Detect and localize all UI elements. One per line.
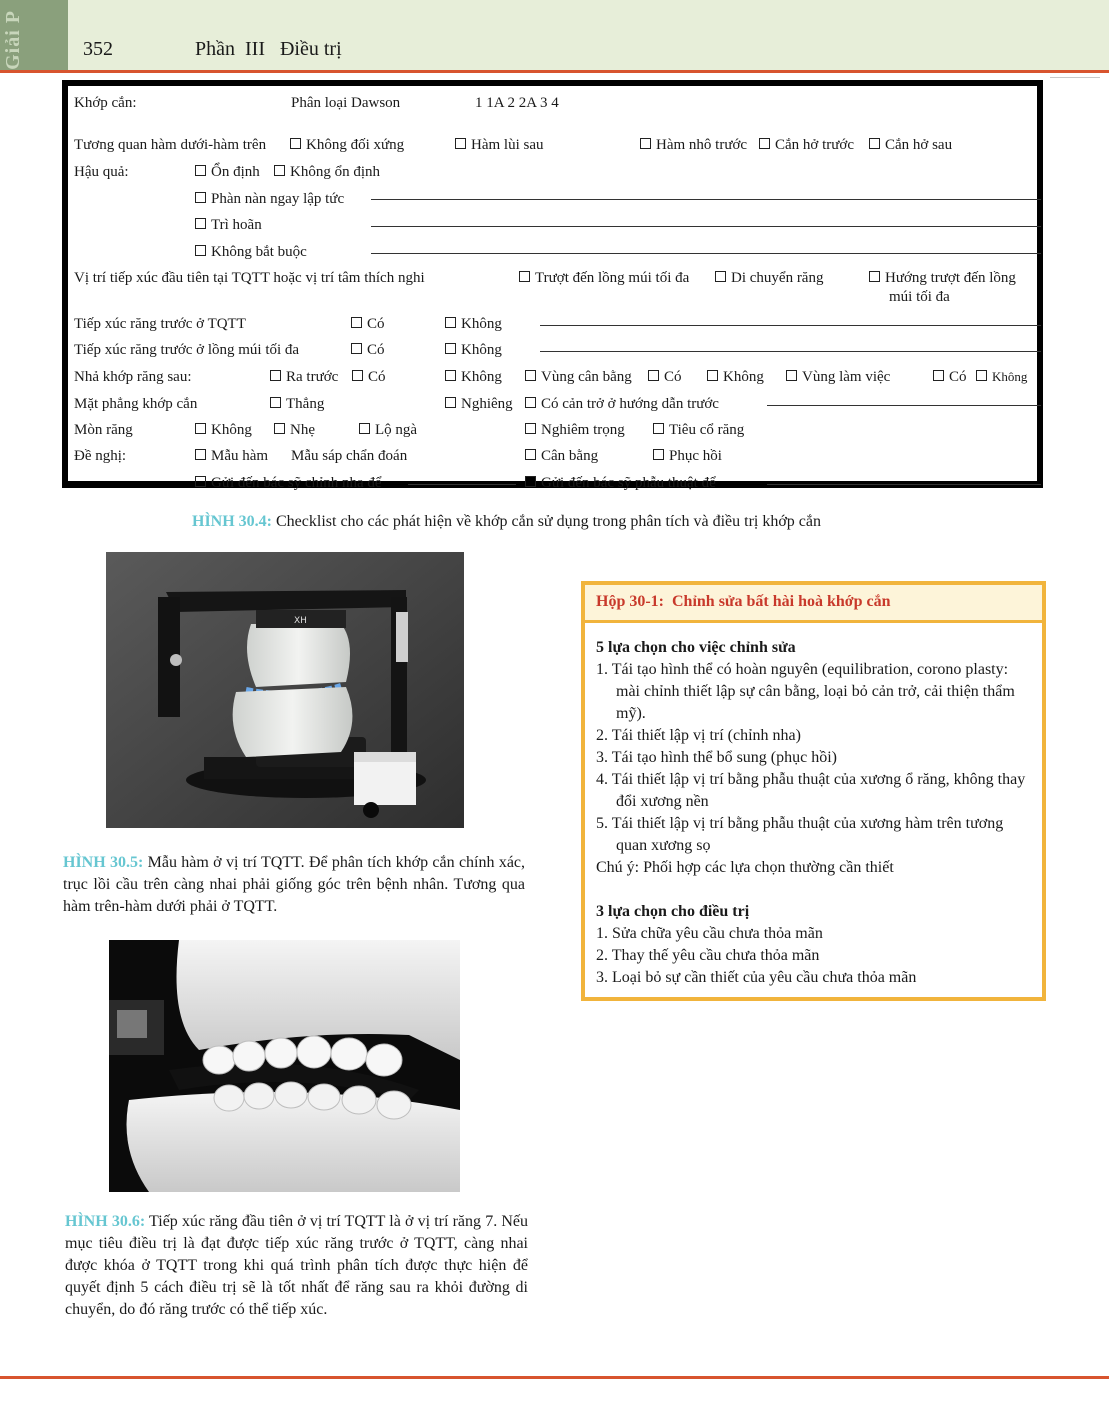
checkbox-equilibration[interactable]: Cân bằng (525, 447, 598, 465)
dawson-classes: 1 1A 2 2A 3 4 (475, 95, 559, 111)
box-title: Hộp 30-1: Chỉnh sửa bất hài hoà khớp cắn (596, 593, 891, 610)
figure-label: HÌNH 30.4: (192, 513, 272, 530)
first-contact-label: Vị trí tiếp xúc đầu tiên tại TQTT hoặc vị trí tâm thích nghi (74, 270, 425, 286)
checkbox-balancing-yes[interactable]: Có (648, 368, 682, 386)
fill-line[interactable] (371, 226, 1041, 227)
checkbox-protrusive[interactable]: Ra trước (270, 368, 338, 386)
checkbox-slide-to-mip[interactable]: Trượt đến lồng múi tối đa (519, 269, 689, 287)
checkbox-restoration[interactable]: Phục hồi (653, 447, 722, 465)
fill-line[interactable] (540, 325, 1041, 326)
fill-line[interactable] (371, 199, 1041, 200)
fill-line[interactable] (767, 405, 1041, 406)
dental-cast-photo (109, 940, 460, 1192)
checkbox-protrusive-yes[interactable]: Có (352, 368, 386, 386)
checkbox-delayed[interactable]: Trì hoãn (195, 216, 262, 234)
checkbox-anterior-mip-no[interactable]: Không (445, 341, 502, 359)
list-item: 1. Sửa chữa yêu cầu chưa thỏa mãn (596, 925, 823, 942)
figure-30-4-caption (192, 513, 821, 531)
figure-label: HÌNH 30.5: (63, 854, 144, 871)
checkbox-stable[interactable]: Ổn định (195, 163, 260, 181)
list-item: 3. Tái tạo hình thể bổ sung (phục hồi) (596, 749, 837, 766)
checkbox-abfraction[interactable]: Tiêu cổ răng (653, 421, 744, 439)
figure-caption-text: Tiếp xúc răng đầu tiên ở vị trí TQTT là ở vị trí răng 7. Nếu mục tiêu điều trị là đạt được tiếp xúc răng trước ở TQTT, càng nhai được khóa ở TQTT trong khi quá trình phân tích được thực hiện để quyết định 5 cách điều trị sẽ là tốt nhất để răng sau ra khỏi đường di chuyển, do đó răng trước có thể tiếp xúc. (65, 1213, 529, 1318)
occlusal-plane-label: Mặt phẳng khớp cắn (74, 396, 198, 412)
checkbox-anterior-guidance-interference[interactable]: Có cản trở ở hướng dẫn trước (525, 395, 719, 413)
checkbox-balancing-side[interactable]: Vùng cân bằng (525, 368, 632, 386)
side-tab-text: Giải P (2, 10, 24, 70)
checkbox-refer-orthodontist[interactable]: Gửi đến bác sỹ chỉnh nha để (195, 474, 382, 492)
figure-30-5-caption (63, 852, 525, 918)
figure-caption-text: Checklist cho các phát hiện về khớp cắn sử dụng trong phân tích và điều trị khớp cắn (276, 513, 821, 530)
posterior-disclusion-label: Nhả khớp răng sau: (74, 369, 192, 385)
checkbox-immediate-complaint[interactable]: Phàn nàn ngay lập tức (195, 190, 344, 208)
list-item: 2. Thay thế yêu cầu chưa thỏa mãn (596, 947, 820, 964)
figure-caption-text: Mẫu hàm ở vị trí TQTT. Để phân tích khớp cắn chính xác, trục lồi cầu trên càng nhai phải giống góc trên bệnh nhân. Tương qua hàm trên-hàm dưới phải ở TQTT. (63, 854, 526, 915)
checkbox-balancing-no[interactable]: Không (707, 368, 764, 386)
footer-rule (0, 1376, 1109, 1379)
anterior-contact-cr-label: Tiếp xúc răng trước ở TQTT (74, 316, 246, 332)
checkbox-anterior-cr-yes[interactable]: Có (351, 315, 385, 333)
jaw-relation-label: Tương quan hàm dưới-hàm trên (74, 137, 267, 153)
checkbox-protrusive-no[interactable]: Không (445, 368, 502, 386)
fill-line[interactable] (371, 253, 1041, 254)
occlusion-label: Khớp cắn: (74, 95, 137, 111)
page-number: 352 (83, 38, 113, 60)
anterior-contact-mip-label: Tiếp xúc răng trước ở lồng múi tối đa (74, 342, 300, 358)
checkbox-anterior-mip-yes[interactable]: Có (351, 341, 385, 359)
diagnostic-waxup-text: Mẫu sáp chẩn đoán (291, 448, 408, 464)
checkbox-anterior-open-bite[interactable]: Cắn hở trước (759, 136, 854, 154)
checkbox-refer-surgeon[interactable]: Gửi đến bác sỹ phẫu thuật để (525, 474, 716, 492)
recommendation-label: Đề nghị: (74, 448, 127, 464)
header-rule (0, 70, 1109, 73)
occlusion-checklist (62, 80, 1043, 491)
list-item: 5. Tái thiết lập vị trí bằng phẫu thuật của xương hàm trên tương quan xương sọ (596, 815, 1004, 854)
tooth-wear-label: Mòn răng (74, 422, 133, 438)
checkbox-working-yes[interactable]: Có (933, 368, 967, 386)
box-body (596, 637, 1026, 989)
checkbox-anterior-cr-no[interactable]: Không (445, 315, 502, 333)
dawson-label: Phân loại Dawson (291, 95, 401, 111)
checkbox-flat[interactable]: Thẳng (270, 395, 324, 413)
checkbox-wear-none[interactable]: Không (195, 421, 252, 439)
checkbox-unstable[interactable]: Không ổn định (274, 163, 380, 181)
checkbox-dentin-exposed[interactable]: Lộ ngà (359, 421, 417, 439)
articulator-photo (106, 552, 464, 828)
box-heading-treatment: 3 lựa chọn cho điều trị (596, 903, 750, 920)
checkbox-inclined[interactable]: Nghiêng (445, 395, 513, 413)
header-thin-rule (1050, 77, 1100, 78)
checkbox-wear-severe[interactable]: Nghiêm trọng (525, 421, 625, 439)
figure-label: HÌNH 30.6: (65, 1213, 146, 1230)
checkbox-working-no[interactable]: Không (976, 368, 1027, 386)
list-item: 3. Loại bỏ sự cần thiết của yêu cầu chưa thỏa mãn (596, 969, 917, 986)
list-item: 2. Tái thiết lập vị trí (chỉnh nha) (596, 727, 801, 744)
header-band (0, 0, 1109, 70)
checkbox-slide-direction[interactable]: Hướng trượt đến lồng (869, 269, 1016, 287)
checkbox-retruded-jaw[interactable]: Hàm lùi sau (455, 136, 544, 154)
box-heading-correction: 5 lựa chọn cho việc chỉnh sửa (596, 639, 796, 656)
fill-line[interactable] (540, 351, 1041, 352)
checkbox-working-side[interactable]: Vùng làm việc (786, 368, 890, 386)
fill-line[interactable] (408, 484, 516, 485)
figure-30-6-caption (65, 1211, 528, 1321)
slide-direction-cont: múi tối đa (889, 289, 950, 305)
svg-text:XH: XH (294, 616, 307, 626)
part-title: Phần III Điều trị (195, 38, 342, 60)
box-note: Chú ý: Phối hợp các lựa chọn thường cần thiết (596, 859, 894, 876)
side-tab (0, 0, 68, 70)
checkbox-not-required[interactable]: Không bắt buộc (195, 243, 307, 261)
list-item: 1. Tái tạo hình thể có hoàn nguyên (equilibration, corono plasty: mài chỉnh thiết lập sự cân bằng, loại bỏ cản trở, cải thiện thẩm mỹ). (596, 661, 1015, 722)
checkbox-study-models[interactable]: Mẫu hàm (195, 447, 268, 465)
list-item: 4. Tái thiết lập vị trí bằng phẫu thuật của xương ổ răng, không thay đổi xương nền (596, 771, 1026, 810)
fill-line[interactable] (767, 484, 1041, 485)
consequence-label: Hậu quả: (74, 164, 129, 180)
checkbox-tooth-movement[interactable]: Di chuyển răng (715, 269, 823, 287)
checkbox-posterior-open-bite[interactable]: Cắn hở sau (869, 136, 952, 154)
checkbox-asymmetric[interactable]: Không đối xứng (290, 136, 404, 154)
checkbox-protruded-jaw[interactable]: Hàm nhô trước (640, 136, 747, 154)
checkbox-wear-mild[interactable]: Nhẹ (274, 421, 315, 439)
